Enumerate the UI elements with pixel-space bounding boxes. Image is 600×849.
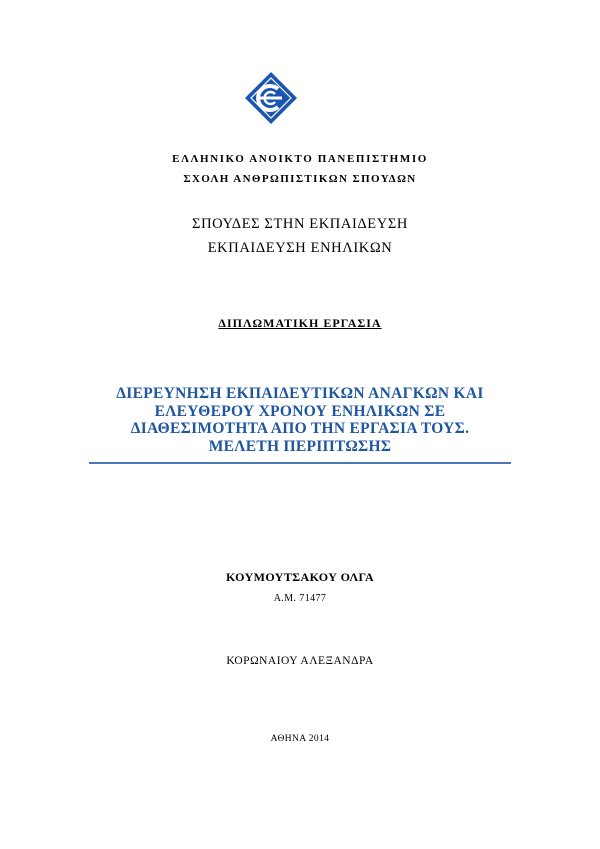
thesis-title-line: ΜΕΛΕΤΗ ΠΕΡΙΠΤΩΣΗΣ: [208, 437, 392, 455]
university-name: ΕΛΛΗΝΙΚΟ ΑΝΟΙΚΤΟ ΠΑΝΕΠΙΣΤΗΜΙΟ: [172, 153, 428, 165]
program-name: ΣΠΟΥΔΕΣ ΣΤΗΝ ΕΚΠΑΙΔΕΥΣΗ: [192, 216, 408, 232]
specialization-name: ΕΚΠΑΙΔΕΥΣΗ ΕΝΗΛΙΚΩΝ: [207, 240, 393, 256]
thesis-title-line: ΕΛΕΥΘΕΡΟΥ ΧΡΟΝΟΥ ΕΝΗΛΙΚΩΝ ΣΕ: [154, 402, 446, 420]
supervisor-name: ΚΟΡΩΝΑΙΟΥ ΑΛΕΞΑΝΔΡΑ: [226, 655, 374, 667]
student-id: Α.Μ. 71477: [273, 593, 327, 604]
thesis-title-line: ΔΙΑΘΕΣΙΜΟΤΗΤΑ ΑΠΟ ΤΗΝ ΕΡΓΑΣΙΑ ΤΟΥΣ.: [130, 420, 470, 437]
eap-diamond-logo-icon: [243, 70, 299, 126]
document-type: ΔΙΠΛΩΜΑΤΙΚΗ ΕΡΓΑΣΙΑ: [218, 316, 382, 330]
author-name: ΚΟΥΜΟΥΤΣΑΚΟΥ ΟΛΓΑ: [225, 570, 375, 584]
title-divider: [89, 462, 511, 464]
school-name: ΣΧΟΛΗ ΑΝΘΡΩΠΙΣΤΙΚΩΝ ΣΠΟΥΔΩΝ: [183, 173, 417, 185]
thesis-title: [0, 385, 600, 455]
thesis-title-line: ΔΙΕΡΕΥΝΗΣΗ ΕΚΠΑΙΔΕΥΤΙΚΩΝ ΑΝΑΓΚΩΝ ΚΑΙ: [116, 385, 484, 402]
place-year: ΑΘΗΝΑ 2014: [270, 734, 330, 744]
